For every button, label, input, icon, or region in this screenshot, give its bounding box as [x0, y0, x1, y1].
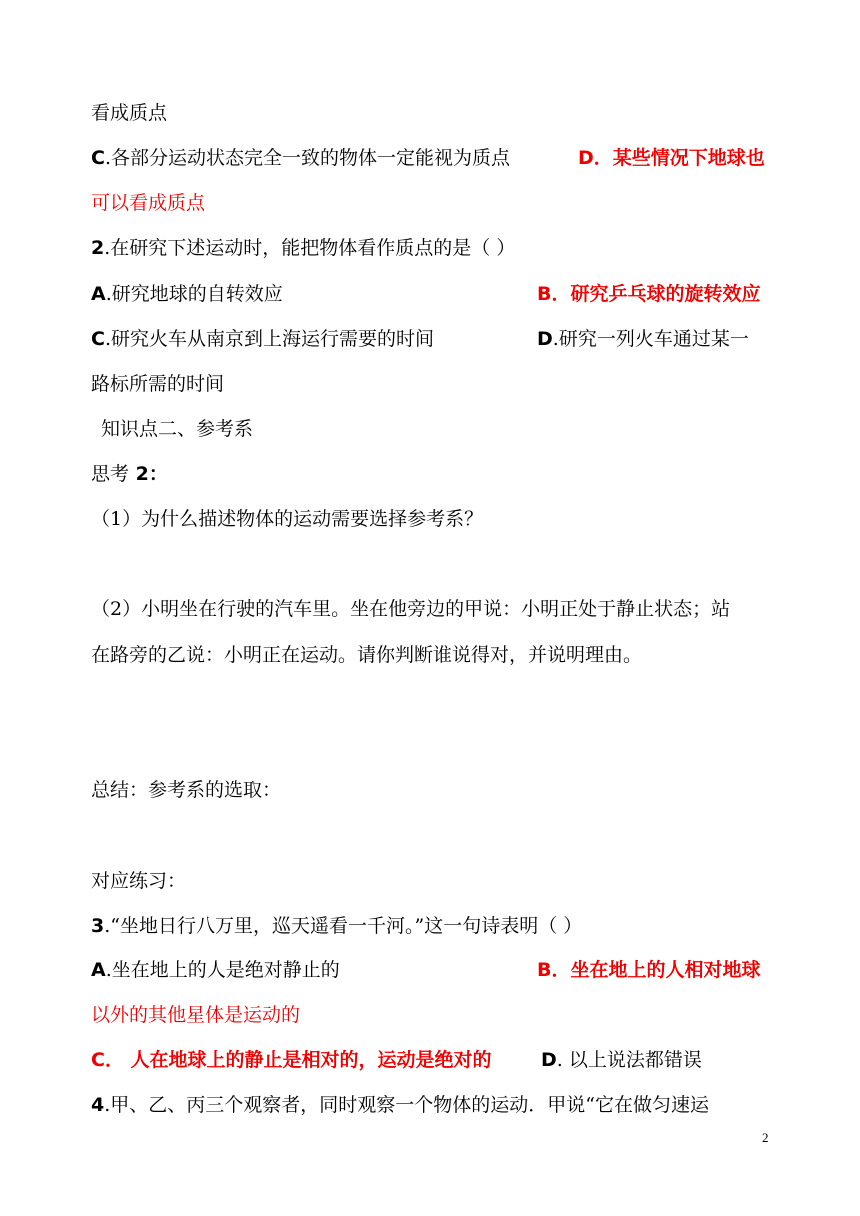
text-span: 可以看成质点 — [91, 192, 206, 214]
question-3 — [91, 913, 770, 939]
section-heading — [101, 416, 770, 442]
option-label: A — [91, 959, 106, 981]
text-span: 思考 — [91, 463, 130, 485]
option-label: C — [91, 147, 105, 169]
answer-option-b: B．研究乒乓球的旋转效应 — [537, 283, 761, 305]
q2-options-ab — [91, 281, 770, 307]
summary-line — [91, 777, 770, 803]
question-text: .甲、乙、丙三个观察者，同时观察一个物体的运动．甲说“它在做匀速运 — [104, 1094, 709, 1116]
question-4 — [91, 1092, 770, 1118]
text-span: （2）小明坐在行驶的汽车里。坐在他旁边的甲说：小明正处于静止状态；站 — [91, 598, 731, 620]
option-text: .研究火车从南京到上海运行需要的时间 — [104, 328, 434, 350]
text-span: （1）为什么描述物体的运动需要选择参考系？ — [91, 508, 484, 530]
text-span: 路标所需的时间 — [91, 373, 225, 395]
text-span: 2： — [129, 463, 168, 485]
q2-options-cd — [91, 326, 770, 352]
text-span: 知识点二、参考系 — [101, 418, 254, 440]
option-text: . 以上说法都错误 — [556, 1049, 702, 1071]
q3-options-ab — [91, 957, 770, 983]
think-question-2-cont — [91, 642, 770, 668]
text-span: 总结：参考系的选取： — [91, 779, 282, 801]
page-number: 2 — [762, 1130, 769, 1145]
question-2 — [91, 235, 770, 261]
answer-option-c: C． 人在地球上的静止是相对的，运动是绝对的 — [91, 1049, 492, 1071]
option-label: D — [541, 1049, 557, 1071]
text-line — [91, 100, 770, 126]
answer-continuation — [91, 1002, 770, 1028]
answer-continuation — [91, 190, 770, 216]
text-line — [91, 371, 770, 397]
option-text: .研究地球的自转效应 — [105, 283, 283, 305]
option-label: C — [91, 328, 105, 350]
text-span: 看成质点 — [91, 102, 168, 124]
answer-option-b: B．坐在地上的人相对地球 — [537, 959, 761, 981]
question-number: 2 — [91, 237, 105, 259]
think-question-1 — [91, 506, 770, 532]
option-c-line — [91, 145, 770, 171]
text-span: 以外的其他星体是运动的 — [91, 1004, 301, 1026]
q3-options-cd — [91, 1047, 770, 1073]
option-label: A — [91, 283, 106, 305]
question-number: 4 — [91, 1094, 105, 1116]
option-text: .坐在地上的人是绝对静止的 — [105, 959, 340, 981]
question-number: 3 — [91, 915, 105, 937]
option-label: D — [537, 328, 553, 350]
option-text: .研究一列火车通过某一 — [552, 328, 749, 350]
practice-heading — [91, 868, 770, 894]
think-question-2 — [91, 596, 770, 622]
question-text: .“坐地日行八万里，巡天遥看一千河。”这一句诗表明（ ） — [104, 915, 583, 937]
text-span: 对应练习： — [91, 870, 187, 892]
text-span: 在路旁的乙说：小明正在运动。请你判断谁说得对，并说明理由。 — [91, 644, 643, 666]
option-text: .各部分运动状态完全一致的物体一定能视为质点 — [104, 147, 510, 169]
question-text: .在研究下述运动时，能把物体看作质点的是（ ） — [104, 237, 516, 259]
answer-option-d: D．某些情况下地球也 — [578, 147, 765, 169]
think-label — [91, 461, 770, 487]
